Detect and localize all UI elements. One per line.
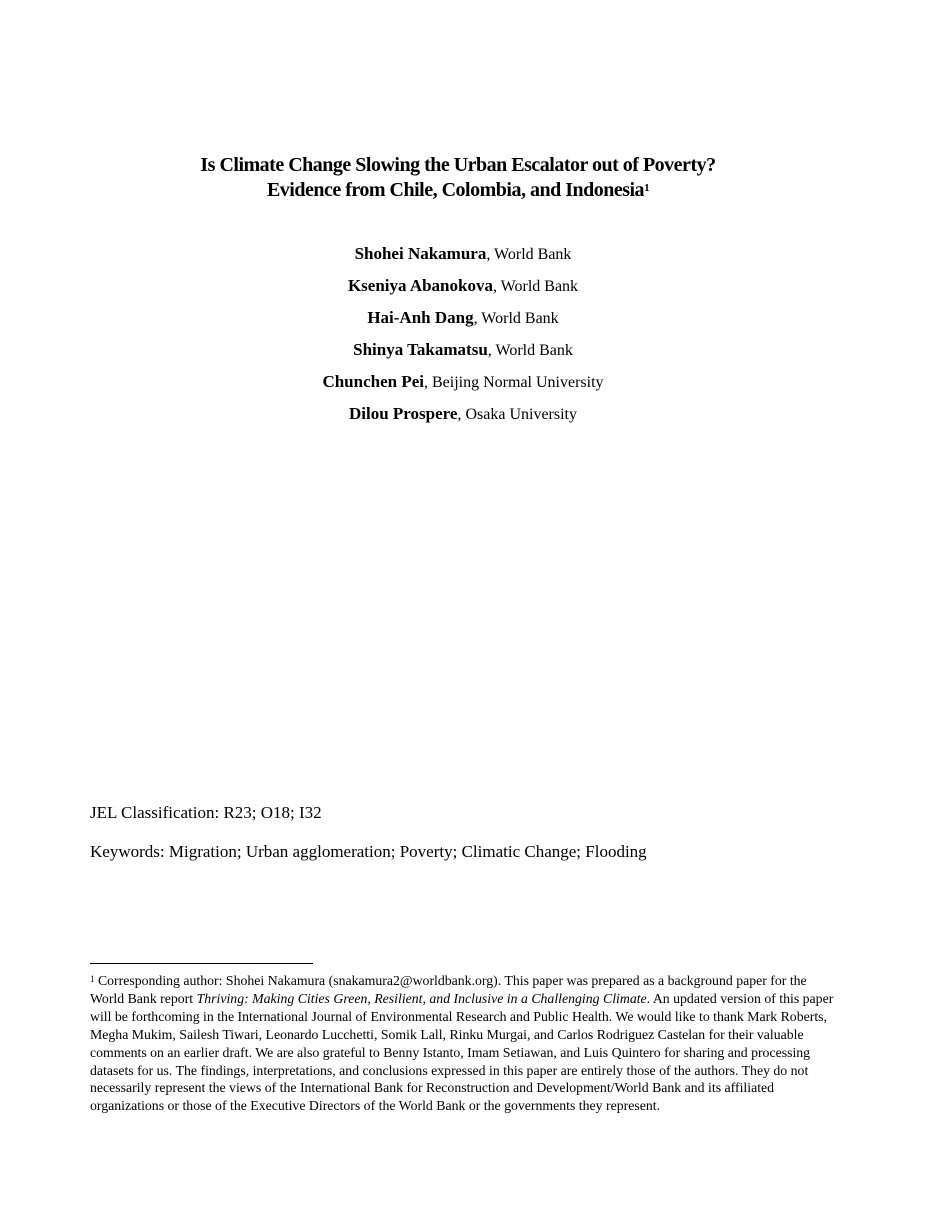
paper-title-line-2 — [0, 178, 916, 203]
author-entry — [0, 274, 926, 306]
jel-classification: JEL Classification: R23; O18; I32 — [90, 803, 322, 822]
footnote — [90, 972, 842, 1115]
paper-title-line-2-text: Evidence from Chile, Colombia, and Indonesia — [266, 179, 645, 201]
author-list — [0, 242, 926, 434]
author-name: Chunchen Pei — [322, 372, 424, 391]
author-affiliation: , Beijing Normal University — [424, 374, 604, 391]
author-name: Dilou Prospere — [349, 404, 458, 423]
title-footnote-marker[interactable]: 1 — [644, 182, 650, 194]
author-affiliation: , Osaka University — [457, 406, 577, 423]
author-entry — [0, 370, 926, 402]
paper-title-line-1: Is Climate Change Slowing the Urban Escalator out of Poverty? — [200, 154, 716, 176]
keywords: Keywords: Migration; Urban agglomeration; Poverty; Climatic Change; Flooding — [90, 842, 647, 861]
author-name: Shohei Nakamura — [354, 244, 487, 263]
author-affiliation: , World Bank — [486, 246, 572, 263]
paper-title — [0, 153, 916, 203]
footnote-report-title: Thriving: Making Cities Green, Resilient, and Inclusive in a Challenging Climate — [196, 990, 647, 1006]
footnote-text-end: . An updated version of this paper will be forthcoming in the International Journal of Environmental Research and Public Health. We would like to thank Mark Roberts, Megha Mukim, Sailesh Tiwari, Leonardo Lucchetti, Somik Lall, Rinku Murgai, and Carlos Rodriguez Castelan for their valuable comments on an earlier draft. We are also grateful to Benny Istanto, Imam Setiawan, and Luis Quintero for sharing and processing datasets for us. The findings, interpretations, and conclusions expressed in this paper are entirely those of the authors. They do not necessarily represent the views of the International Bank for Reconstruction and Development/World Bank and its affiliated organizations or those of the Executive Directors of the World Bank or the governments they represent. — [90, 990, 834, 1114]
author-affiliation: , World Bank — [473, 310, 559, 327]
author-affiliation: , World Bank — [487, 342, 573, 359]
author-name: Shinya Takamatsu — [353, 340, 488, 359]
author-entry — [0, 338, 926, 370]
author-name: Hai-Anh Dang — [367, 308, 474, 327]
footnote-divider — [90, 963, 313, 964]
author-entry — [0, 306, 926, 338]
footnote-text-start: Corresponding author: Shohei Nakamura (snakamura2@worldbank.org). This paper was prepared as a background paper for the World Bank report — [90, 973, 807, 1006]
author-affiliation: , World Bank — [492, 278, 579, 295]
author-entry — [0, 242, 926, 274]
author-entry — [0, 402, 926, 434]
footnote-marker: 1 — [90, 974, 95, 984]
author-name: Kseniya Abanokova — [347, 276, 493, 295]
